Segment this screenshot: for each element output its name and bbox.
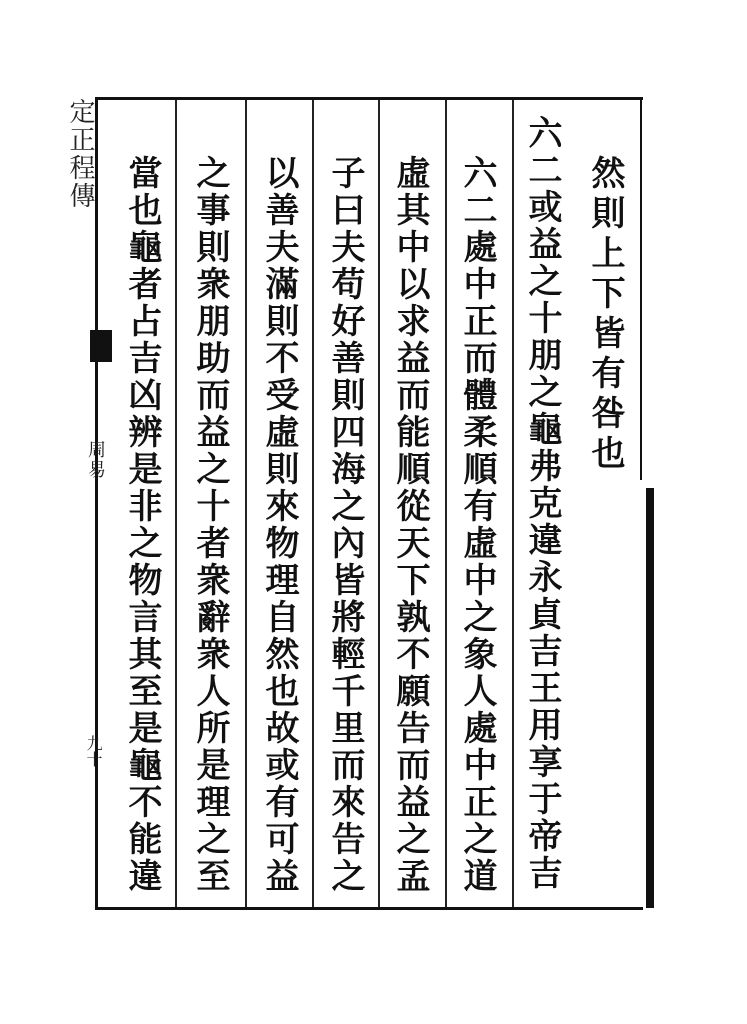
text-column-6: 以善夫滿則不受虛則來物理自然也故或有可益 <box>259 155 299 895</box>
column-divider <box>512 100 514 907</box>
column-divider <box>312 100 314 907</box>
column-divider <box>378 100 380 907</box>
right-border-rule <box>646 488 654 908</box>
top-border-rule <box>95 97 643 100</box>
text-column-1: 然則上下皆有咎也 <box>585 155 625 475</box>
right-thin-rule <box>640 100 642 480</box>
text-column-5: 子曰夫苟好善則四海之內皆將輕千里而來告之 <box>325 155 365 895</box>
section-title: 周易 <box>85 440 106 480</box>
text-column-8: 當也龜者占吉凶辨是非之物言其至是龜不能違 <box>122 155 162 895</box>
page-number: 九十 <box>84 735 103 767</box>
text-column-3: 六二處中正而體柔順有虛中之象人處中正之道 <box>457 155 497 895</box>
book-title: 定正程傳 <box>65 98 95 210</box>
left-border-rule <box>95 100 98 908</box>
text-column-7: 之事則衆朋助而益之十者衆辭衆人所是理之至 <box>190 155 230 895</box>
column-divider <box>445 100 447 907</box>
fish-tail-mark-icon <box>90 330 112 362</box>
text-column-4: 虛其中以求益而能順從天下孰不願告而益之孟 <box>390 155 430 895</box>
column-divider <box>245 100 247 907</box>
bottom-border-rule <box>95 907 643 910</box>
text-column-2: 六二或益之十朋之龜弗克違永貞吉王用享于帝吉 <box>522 115 562 892</box>
column-divider <box>175 100 177 907</box>
